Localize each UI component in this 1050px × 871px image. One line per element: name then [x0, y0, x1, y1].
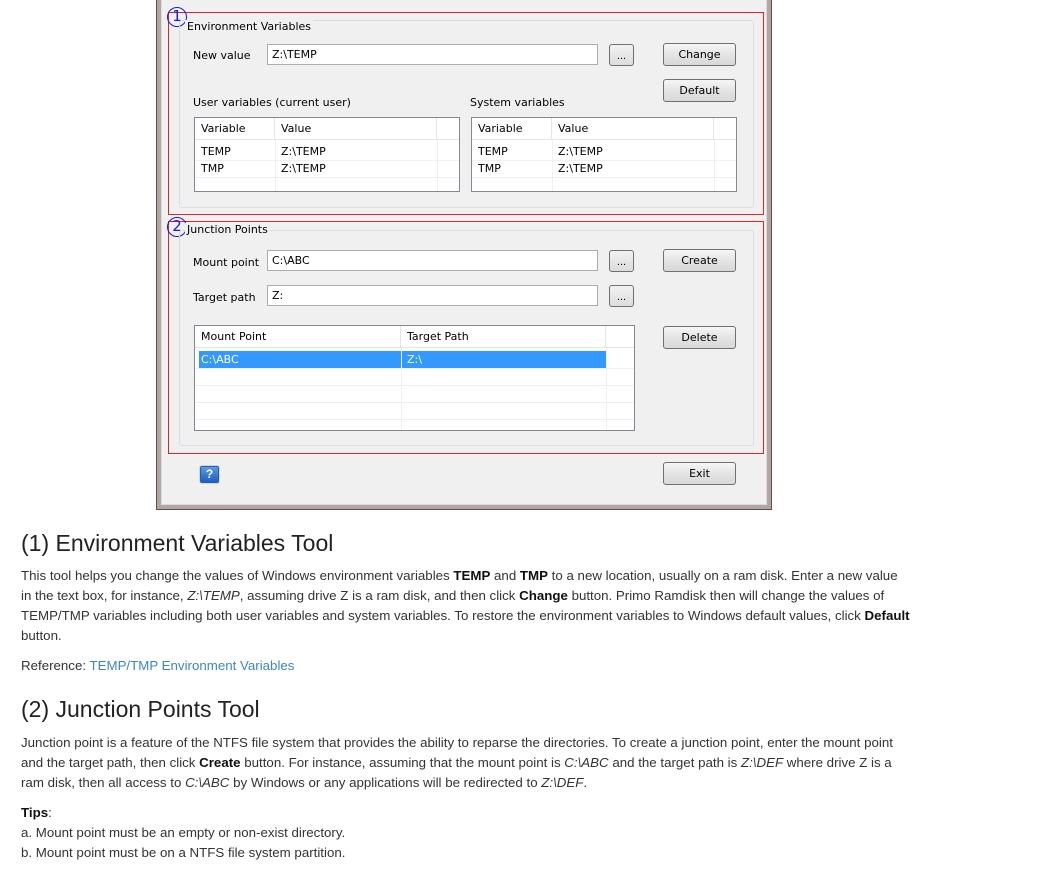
change-button[interactable]: Change [663, 43, 736, 66]
tips-heading: Tips: [21, 805, 52, 820]
default-button[interactable]: Default [663, 79, 736, 102]
table-row[interactable]: Z:\TEMP [281, 162, 326, 175]
table-row[interactable]: TMP [478, 162, 501, 175]
exit-button[interactable]: Exit [663, 462, 736, 485]
table-row[interactable]: Z:\TEMP [558, 162, 603, 175]
table-row[interactable]: TMP [201, 162, 224, 175]
help-button[interactable]: ? [200, 466, 219, 483]
table-row[interactable]: TEMP [478, 145, 508, 158]
section2-heading: (2) Junction Points Tool [21, 696, 260, 722]
table-row[interactable]: Z:\TEMP [281, 145, 326, 158]
new-value-label: New value [193, 49, 251, 62]
system-variables-label: System variables [470, 96, 565, 109]
primo-ramdisk-tools-dialog [156, 0, 772, 510]
target-path-input[interactable]: Z: [267, 285, 598, 306]
user-col-value[interactable]: Value [275, 118, 437, 140]
create-button[interactable]: Create [663, 249, 736, 272]
table-row[interactable]: C:\ABC [201, 353, 239, 366]
user-col-variable[interactable]: Variable [195, 118, 275, 140]
section-number-2: 2 [167, 217, 187, 237]
system-variables-list[interactable] [471, 117, 737, 192]
user-variables-list[interactable] [194, 117, 460, 192]
mount-point-label: Mount point [193, 256, 260, 269]
section1-paragraph: This tool helps you change the values of Windows environment variables TEMP and TMP to a new location, usually on a ram disk. Enter a new value in the text box, for instance, Z:\TEMP, assuming drive Z is a ram disk, and then click Change button. Primo Ramdisk then will change the values of TEMP/TMP variables including both user variables and system variables. To restore the environment variables to Windows default values, click Default button. [21, 568, 910, 643]
junction-points-list[interactable] [194, 325, 635, 431]
section-number-1: 1 [167, 7, 187, 27]
user-variables-label: User variables (current user) [193, 96, 351, 109]
target-path-browse-button[interactable]: ... [609, 285, 634, 307]
system-col-variable[interactable]: Variable [472, 118, 552, 140]
junction-list-header [195, 326, 634, 348]
target-path-label: Target path [193, 291, 256, 304]
junction-group-title: Junction Points [187, 223, 268, 236]
table-row[interactable]: TEMP [201, 145, 231, 158]
new-value-input[interactable]: Z:\TEMP [267, 44, 598, 65]
reference-link[interactable]: TEMP/TMP Environment Variables [89, 658, 295, 673]
tip-a: a. Mount point must be an empty or non-exist directory. [21, 825, 346, 840]
tip-b: b. Mount point must be on a NTFS file system partition. [21, 845, 346, 860]
user-list-header [195, 118, 459, 140]
col-mount-point[interactable]: Mount Point [195, 326, 401, 348]
system-col-value[interactable]: Value [552, 118, 714, 140]
mount-point-input[interactable]: C:\ABC [267, 250, 598, 271]
delete-button[interactable]: Delete [663, 326, 736, 349]
section1-heading: (1) Environment Variables Tool [21, 530, 334, 556]
new-value-browse-button[interactable]: ... [609, 44, 634, 66]
mount-point-browse-button[interactable]: ... [609, 250, 634, 272]
system-list-header [472, 118, 736, 140]
table-row[interactable]: Z:\ [407, 353, 422, 366]
reference-label: Reference: [21, 658, 90, 673]
col-target-path[interactable]: Target Path [401, 326, 606, 348]
dialog-client-area [161, 0, 767, 505]
table-row[interactable]: Z:\TEMP [558, 145, 603, 158]
reference-line [21, 656, 911, 676]
env-group-title: Environment Variables [187, 20, 312, 33]
section2-paragraph: Junction point is a feature of the NTFS file system that provides the ability to reparse the directories. To create a junction point, enter the mount point and the target path, then click Create button. For instance, assuming that the mount point is C:\ABC and the target path is Z:\DEF where drive Z is a ram disk, then all access to C:\ABC by Windows or any applications will be redirected to Z:\DEF. [21, 735, 893, 790]
